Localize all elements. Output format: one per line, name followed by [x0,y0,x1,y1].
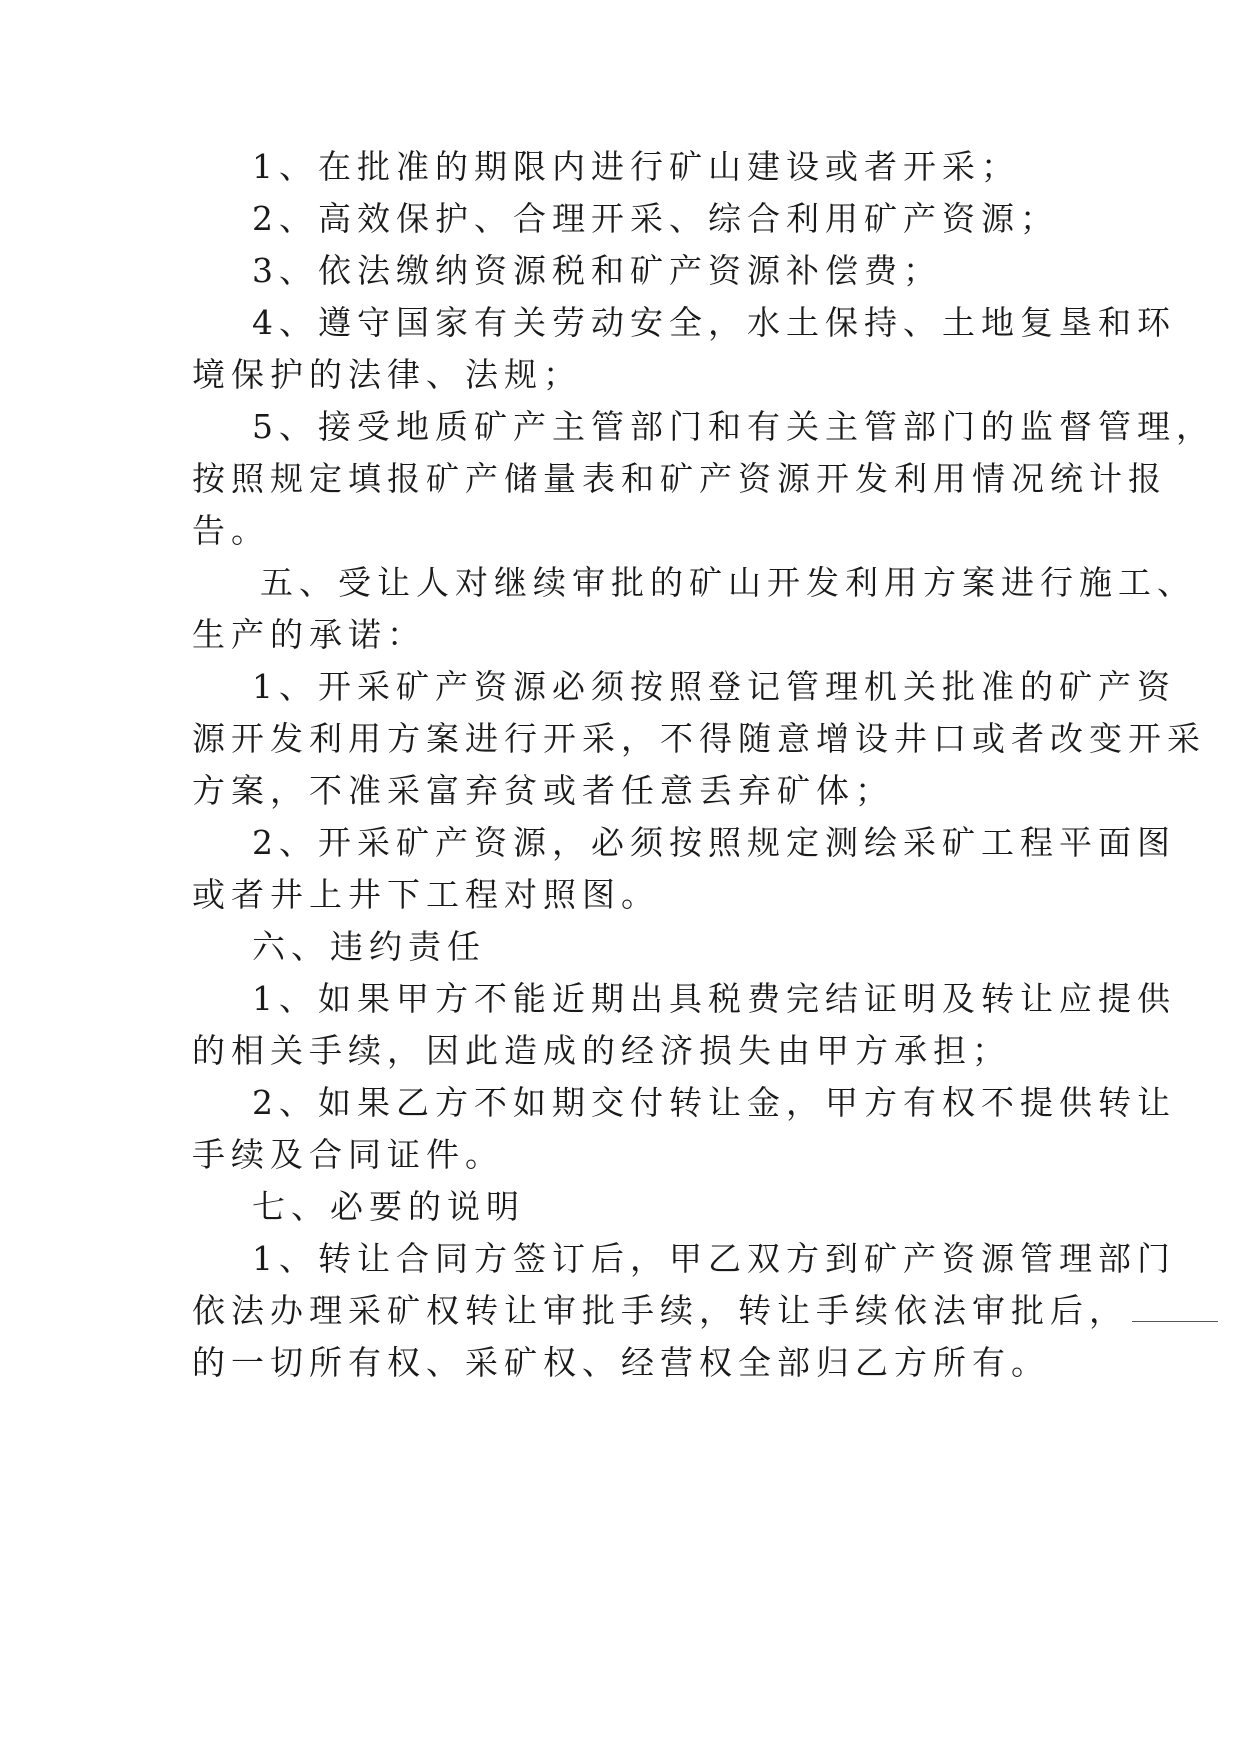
paragraph-line: 手续及合同证件。 [192,1135,504,1174]
paragraph-line: 5、接受地质矿产主管部门和有关主管部门的监督管理， [252,407,1215,446]
paragraph-line: 1、开采矿产资源必须按照登记管理机关批准的矿产资 [252,667,1176,706]
paragraph-line: 境保护的法律、法规； [192,355,582,394]
fill-in-blank [1132,1291,1218,1322]
paragraph-line: 2、高效保护、合理开采、综合利用矿产资源； [252,199,1059,238]
paragraph-line: 按照规定填报矿产储量表和矿产资源开发利用情况统计报 [192,459,1167,498]
paragraph-line: 1、转让合同方签订后，甲乙双方到矿产资源管理部门 [252,1239,1176,1278]
paragraph-line: 生产的承诺： [192,615,426,654]
paragraph-line: 3、依法缴纳资源税和矿产资源补偿费； [252,251,942,290]
paragraph-line: 的相关手续，因此造成的经济损失由甲方承担； [192,1031,1011,1070]
paragraph-line: 告。 [192,511,270,550]
section-heading: 五、受让人对继续审批的矿山开发利用方案进行施工、 [260,563,1196,602]
section-heading: 六、违约责任 [252,927,486,966]
paragraph-line: 方案，不准采富弃贫或者任意丢弃矿体； [192,771,894,810]
paragraph-text: 依法办理采矿权转让审批手续，转让手续依法审批后， [192,1291,1128,1330]
paragraph-line: 1、在批准的期限内进行矿山建设或者开采； [252,147,1020,186]
paragraph-line: 的一切所有权、采矿权、经营权全部归乙方所有。 [192,1343,1050,1382]
paragraph-line: 1、如果甲方不能近期出具税费完结证明及转让应提供 [252,979,1176,1018]
paragraph-line: 4、遵守国家有关劳动安全，水土保持、土地复垦和环 [252,303,1176,342]
section-heading: 七、必要的说明 [252,1187,525,1226]
paragraph-line: 或者井上井下工程对照图。 [192,875,660,914]
paragraph-line: 源开发利用方案进行开采，不得随意增设井口或者改变开采 [192,719,1206,758]
paragraph-line: 2、开采矿产资源，必须按照规定测绘采矿工程平面图 [252,823,1176,862]
paragraph-line: 2、如果乙方不如期交付转让金，甲方有权不提供转让 [252,1083,1176,1122]
